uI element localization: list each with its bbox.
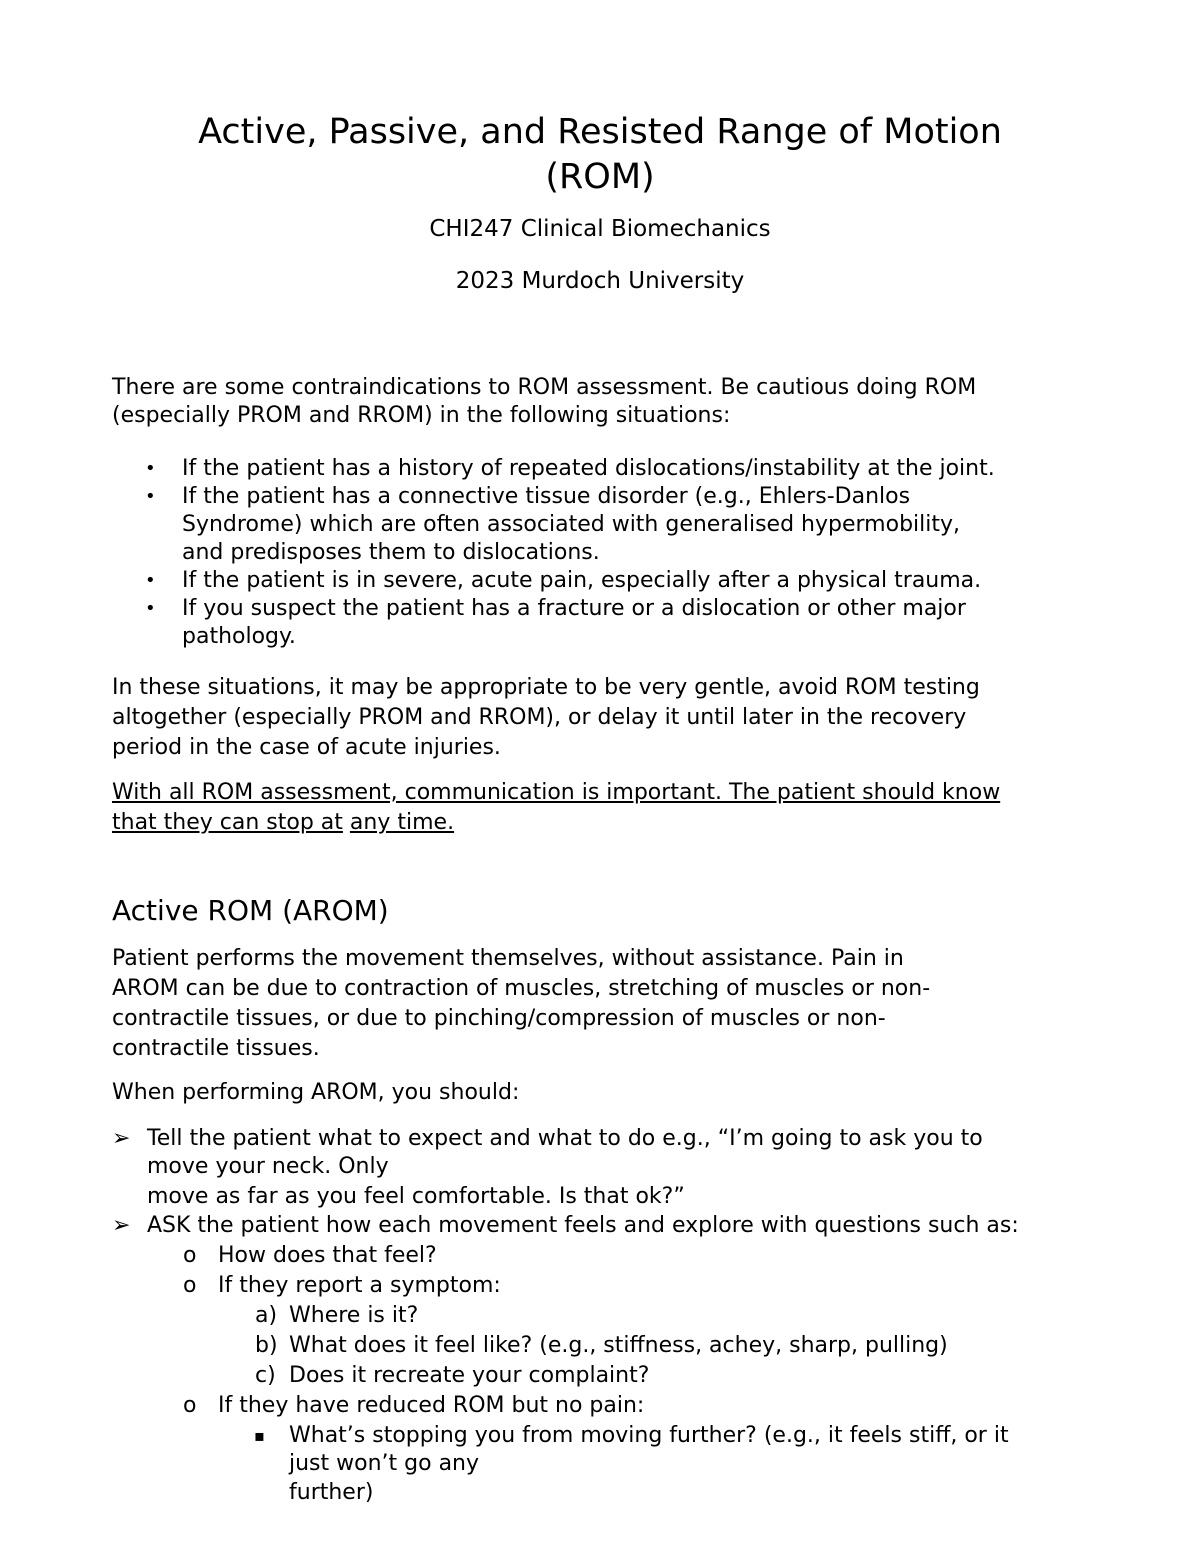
square-bullet-icon: ▪: [254, 1426, 265, 1445]
tell-line-1: Tell the patient what to expect and what to do e.g., “I’m going to ask you to: [147, 1126, 983, 1151]
label-b: b): [255, 1333, 278, 1358]
intro-line-2: (especially PROM and RROM) in the following situations:: [112, 403, 731, 428]
title-line-2: (ROM): [545, 157, 655, 197]
arrow-bullet-icon: ➢: [112, 1213, 131, 1238]
bullet-icon: •: [145, 486, 156, 507]
communication-note: With all ROM assessment, communication is important. The patient should know that they can stop at any time.: [112, 780, 1001, 835]
arom-description: Patient performs the movement themselves, without assistance. Pain in AROM can be due to contraction of muscles, stretching of muscles or non- contractile tissues, or due to pinching/compression of muscles or non- contractile tissues.: [112, 946, 931, 1061]
document-title: [0, 110, 1200, 200]
institution: 2023 Murdoch University: [455, 268, 745, 294]
title-line-1: Active, Passive, and Resisted Range of Motion: [198, 112, 1002, 152]
stopping-line-2: just won’t go any: [289, 1451, 480, 1476]
ask-line: ASK the patient how each movement feels and explore with questions such as:: [147, 1213, 1019, 1238]
question-reduced-rom: If they have reduced ROM but no pain:: [218, 1393, 645, 1418]
label-a: a): [255, 1303, 278, 1328]
course-name: CHI247 Clinical Biomechanics: [429, 216, 771, 242]
situations-paragraph: In these situations, it may be appropriate to be very gentle, avoid ROM testing altogether (especially PROM and RROM), or delay it until later in the recovery period in the case of acute injuries.: [112, 675, 980, 760]
circle-bullet-icon: o: [183, 1273, 197, 1298]
question-recreate: Does it recreate your complaint?: [289, 1363, 650, 1388]
tell-line-2: move your neck. Only: [147, 1154, 389, 1179]
arrow-bullet-icon: ➢: [112, 1126, 131, 1151]
intro-paragraph: [112, 374, 1102, 430]
bullet-icon: •: [145, 570, 156, 591]
circle-bullet-icon: o: [183, 1243, 197, 1268]
list-item: • If the patient has a connective tissue disorder (e.g., Ehlers-Danlos Syndrome) which are often associated with generalised hypermobility, and predisposes them to dislocations.: [145, 484, 961, 565]
question-how-feel: How does that feel?: [218, 1243, 437, 1268]
question-symptom: If they report a symptom:: [218, 1273, 501, 1298]
stopping-line-3: further): [289, 1480, 374, 1505]
label-c: c): [255, 1363, 276, 1388]
contraindications-list: [112, 455, 1112, 651]
question-feel-like: What does it feel like? (e.g., stiffness, achey, sharp, pulling): [289, 1333, 948, 1358]
circle-bullet-icon: o: [183, 1393, 197, 1418]
stopping-line-1: What’s stopping you from moving further? (e.g., it feels stiff, or it: [289, 1423, 1009, 1448]
list-item: • If the patient is in severe, acute pain, especially after a physical trauma.: [145, 568, 982, 593]
bullet-icon: •: [145, 598, 156, 619]
arom-intro: When performing AROM, you should:: [112, 1080, 520, 1105]
section-heading-arom: Active ROM (AROM): [112, 894, 389, 927]
list-item: • If the patient has a history of repeated dislocations/instability at the joint.: [145, 456, 995, 481]
intro-line-1: There are some contraindications to ROM assessment. Be cautious doing ROM: [112, 375, 977, 400]
tell-line-3: move as far as you feel comfortable. Is that ok?”: [147, 1184, 685, 1209]
bullet-icon: •: [145, 458, 156, 479]
list-item: • If you suspect the patient has a fracture or a dislocation or other major pathology.: [145, 596, 966, 649]
question-where: Where is it?: [289, 1303, 419, 1328]
